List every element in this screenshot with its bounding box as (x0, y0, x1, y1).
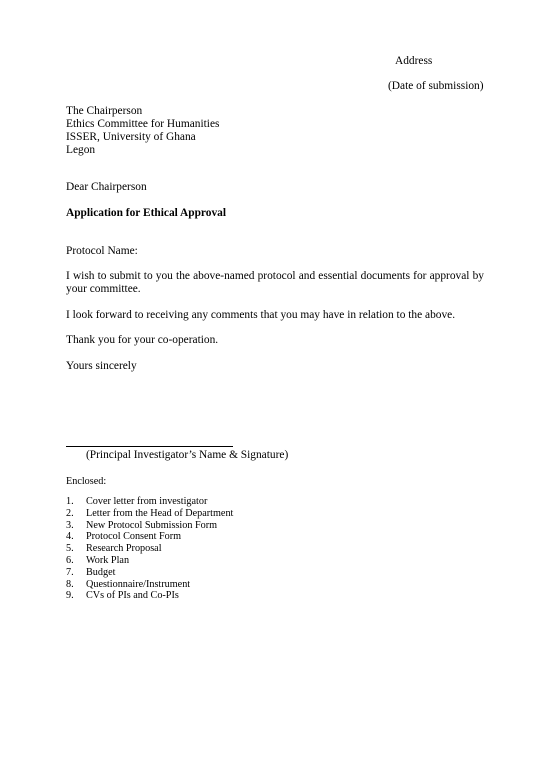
item-text: Letter from the Head of Department (86, 507, 234, 519)
item-number: 7. (66, 566, 74, 578)
body-paragraph: Thank you for your co-operation. (66, 334, 219, 346)
item-number: 6. (66, 554, 74, 566)
item-number: 3. (66, 519, 74, 531)
signature-line (66, 446, 233, 447)
item-number: 9. (66, 590, 74, 602)
list-item (66, 579, 233, 591)
closing: Yours sincerely (66, 360, 137, 372)
list-item (66, 531, 233, 543)
item-text: Cover letter from investigator (86, 496, 208, 507)
item-text: Work Plan (86, 554, 130, 566)
list-item (66, 496, 233, 508)
recipient-line: The Chairperson (66, 105, 143, 117)
item-text: New Protocol Submission Form (86, 519, 218, 531)
recipient-line: Ethics Committee for Humanities (66, 118, 220, 130)
body-paragraph: I wish to submit to you the above-named protocol and essential documents for approval by your committee. (66, 270, 484, 295)
item-text: Research Proposal (86, 543, 162, 555)
signature-caption: (Principal Investigator’s Name & Signature) (86, 449, 289, 461)
enclosed-label: Enclosed: (66, 476, 107, 487)
item-number: 2. (66, 507, 74, 519)
recipient-line: Legon (66, 144, 96, 156)
protocol-name-label: Protocol Name: (66, 245, 138, 257)
list-item (66, 590, 233, 602)
item-number: 4. (66, 531, 74, 543)
recipient-block (66, 105, 219, 157)
item-text: Questionnaire/Instrument (86, 578, 191, 590)
item-number: 1. (66, 496, 74, 507)
item-number: 5. (66, 543, 74, 555)
list-item (66, 520, 233, 532)
list-item (66, 555, 233, 567)
salutation: Dear Chairperson (66, 181, 147, 193)
list-item (66, 567, 233, 579)
list-item (66, 508, 233, 520)
list-item (66, 543, 233, 555)
item-number: 8. (66, 578, 74, 590)
submission-date: (Date of submission) (388, 80, 484, 92)
item-text: Protocol Consent Form (86, 531, 182, 543)
body-paragraph: I look forward to receiving any comments that you may have in relation to the above. (66, 309, 456, 321)
recipient-line: ISSER, University of Ghana (66, 131, 196, 143)
subject-heading: Application for Ethical Approval (66, 207, 227, 219)
sender-address: Address (395, 55, 433, 67)
enclosures-list (66, 496, 233, 602)
item-text: Budget (86, 566, 116, 578)
item-text: CVs of PIs and Co-PIs (86, 590, 179, 602)
